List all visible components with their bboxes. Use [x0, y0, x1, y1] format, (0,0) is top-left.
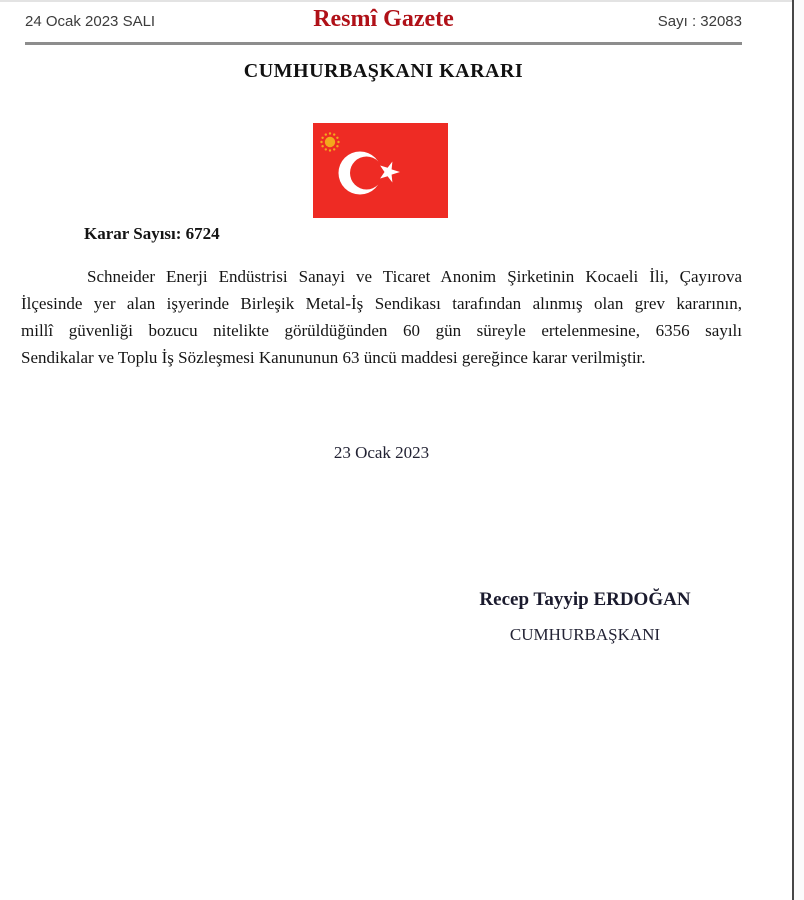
gazette-title: Resmî Gazete [313, 6, 454, 32]
turkish-flag [313, 123, 448, 218]
signature-title: CUMHURBAŞKANI [509, 625, 661, 644]
crescent-cutout [350, 157, 383, 190]
decree-body [21, 263, 742, 371]
body-line: millî güvenliği bozucu nitelikte görüldüğünden 60 gün süreyle ertelenmesine, 6356 sayılı [21, 321, 742, 340]
body-line: İlçesinde yer alan işyerinde Birleşik Metal-İş Sendikası tarafından alınmış olan grev kararının, [21, 294, 742, 313]
scan-page-edge-margin [794, 0, 804, 900]
decision-number: Karar Sayısı: 6724 [84, 224, 220, 243]
body-line: Sendikalar ve Toplu İş Sözleşmesi Kanununun 63 üncü maddesi gereğince karar verilmiştir. [21, 348, 646, 367]
decision-date: 23 Ocak 2023 [333, 443, 430, 462]
body-line: Schneider Enerji Endüstrisi Sanayi ve Ticaret Anonim Şirketinin Kocaeli İli, Çayırova [87, 267, 742, 286]
signature-name: Recep Tayyip ERDOĞAN [479, 589, 691, 610]
scan-top-edge [0, 0, 804, 2]
header-rule [25, 42, 742, 45]
header-date: 24 Ocak 2023 SALI [25, 13, 156, 30]
decree-heading: CUMHURBAŞKANI KARARI [243, 60, 524, 82]
issue-number: Sayı : 32083 [657, 13, 742, 30]
signature-block [425, 589, 745, 645]
